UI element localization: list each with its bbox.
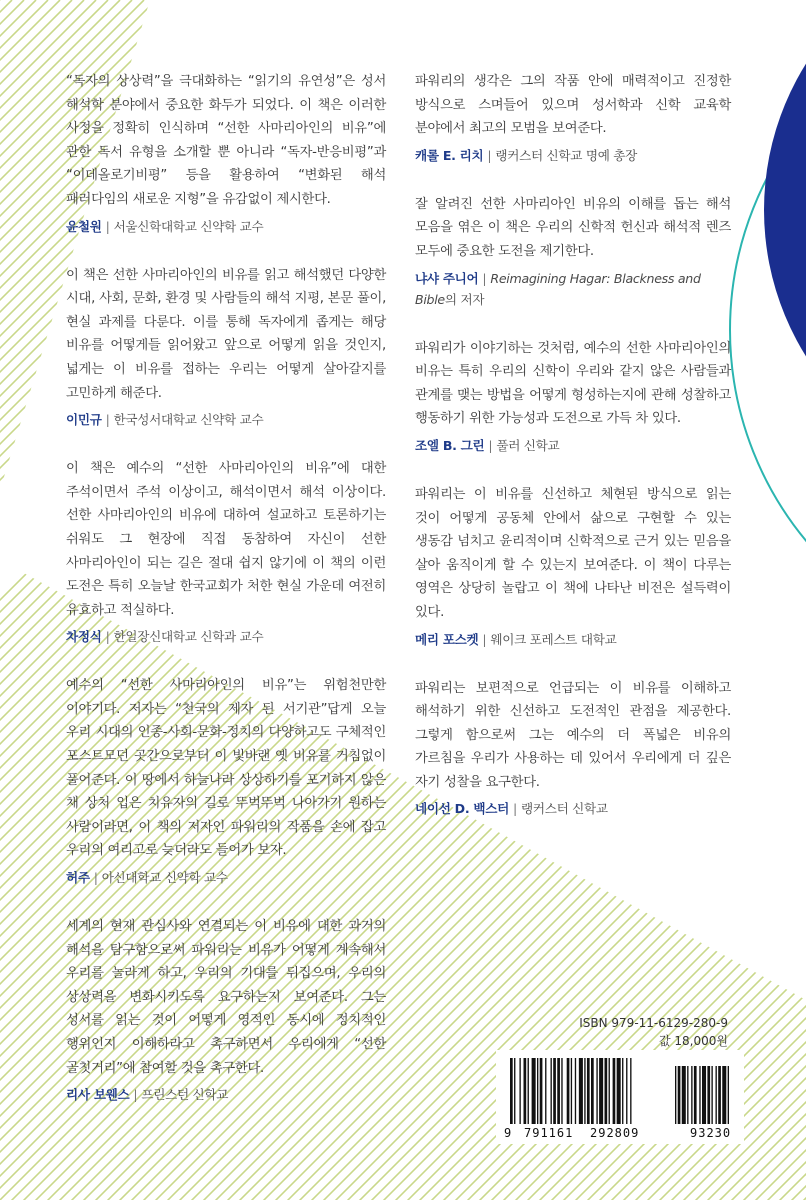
reviewer-name: 메리 포스켓 <box>415 631 479 647</box>
barcode-bar <box>519 1058 520 1124</box>
barcode-addon-bar <box>682 1066 686 1124</box>
barcode-bar <box>571 1058 572 1124</box>
reviewer-affiliation: 한일장신대학교 신학과 교수 <box>113 629 264 645</box>
separator: | <box>513 801 517 817</box>
reviewer-affiliation: 프린스턴 신학교 <box>141 1087 229 1103</box>
barcode-bar <box>609 1058 610 1124</box>
reviewer-affiliation: 풀러 신학교 <box>496 437 560 453</box>
reviewer-name: 캐롤 E. 리치 <box>415 147 484 163</box>
separator: | <box>488 437 493 453</box>
barcode-addon-bar <box>718 1066 721 1124</box>
separator: | <box>482 631 487 647</box>
barcode-digits-left: 791161 <box>524 1126 574 1140</box>
review-block <box>66 264 386 431</box>
reviewer-affiliation: 한국성서대학교 신약학 교수 <box>113 412 264 428</box>
separator: | <box>482 270 487 286</box>
review-attribution <box>66 867 386 888</box>
barcode-addon-bar <box>687 1066 688 1124</box>
review-text: 파워리는 이 비유를 신선하고 체현된 방식으로 읽는 것이 어떻게 공동체 안에서 삶으로 구현할 수 있는 생동감 넘치고 윤리적이며 신학적으로 근거 있는 믿음을 살아 움직이게 할 수 있는지 보여준다. 이 책이 다루는 영역은 상당히 놀랍고 이 책에 나타난 비전은 설득력이 있다. <box>415 486 731 620</box>
separator: | <box>105 412 110 428</box>
review-text: 이 책은 선한 사마리아인의 비유를 읽고 해석했던 다양한 시대, 사회, 문화, 환경 및 사람들의 해석 지평, 본문 풀이, 현실 과제를 다룬다. 이를 통해 독자에게 좁게는 해당 비유를 어떻게들 읽어왔고 앞으로 어떻게 읽을 것인지, 넓게는 이 비유를 접하는 우리는 어떻게 살아갈지를 고민하게 해준다. <box>66 267 386 401</box>
barcode-bar <box>591 1058 594 1124</box>
barcode-bar <box>579 1058 583 1124</box>
barcode-bar <box>557 1058 560 1124</box>
barcode-bar <box>596 1058 597 1124</box>
barcode-bar <box>567 1058 570 1124</box>
reviewer-name: 리사 보웬스 <box>66 1087 130 1103</box>
review-block <box>66 70 386 237</box>
barcode-bar <box>561 1058 562 1124</box>
isbn-number: ISBN 979-11-6129-280-9 <box>579 1016 728 1030</box>
reviewer-name: 윤철원 <box>66 218 102 234</box>
barcode-addon-bar <box>678 1066 681 1124</box>
right-reviews-column <box>415 70 731 846</box>
barcode-bar <box>613 1058 616 1124</box>
review-attribution <box>66 626 386 647</box>
barcode-digit-first: 9 <box>504 1126 512 1140</box>
barcode-addon-bar <box>707 1066 710 1124</box>
review-block <box>415 70 731 166</box>
barcode-digits-right: 292809 <box>590 1126 640 1140</box>
barcode-bar <box>626 1058 627 1124</box>
review-attribution <box>415 268 731 310</box>
separator: | <box>487 147 492 163</box>
reviewer-affiliation: 랭커스터 신학교 <box>520 801 608 817</box>
reviewer-name: 냐샤 주니어 <box>415 270 479 286</box>
reviewer-affiliation: 서울신학대학교 신약학 교수 <box>113 218 264 234</box>
barcode-addon-bar <box>702 1066 706 1124</box>
barcode-bar <box>532 1058 536 1124</box>
reviewer-book-title: Reimagining Hagar: Blackness and Bible <box>415 270 701 307</box>
barcode-bar <box>599 1058 603 1124</box>
barcode-addon-bar <box>691 1066 692 1124</box>
review-attribution <box>415 145 731 166</box>
barcode-bar <box>575 1058 576 1124</box>
reviewer-name: 차정식 <box>66 629 102 645</box>
review-text: 파워리의 생각은 그의 작품 안에 매력적이고 진정한 방식으로 스며들어 있으며 성서학과 신학 교육학 분야에서 최고의 모범을 보여준다. <box>415 74 731 137</box>
review-attribution <box>66 1084 386 1105</box>
reviewer-name: 네이선 D. 백스터 <box>415 801 510 817</box>
reviewer-name: 허주 <box>66 870 90 886</box>
review-text: “독자의 상상력”을 극대화하는 “읽기의 유연성”은 성서 해석학 분야에서 중요한 화두가 되었다. 이 책은 이러한 사정을 정확히 인식하며 “선한 사마리아인의 비유”에 관한 독서 유형을 소개할 뿐 아니라 “독자-반응비평”과 “이데올로기비평” 등을 활용하여 “변화된 해석 패러다임의 새로운 지형”을 유감없이 제시한다. <box>66 74 386 207</box>
reviewer-affiliation: 웨이크 포레스트 대학교 <box>490 631 617 647</box>
reviewer-affiliation-suffix: 의 저자 <box>444 291 485 307</box>
review-text: 세계의 현재 관심사와 연결되는 이 비유에 대한 과거의 해석을 탐구함으로써 파워리는 비유가 어떻게 계속해서 우리를 놀라게 하고, 우리의 기대를 뒤집으며, 우리의 상상력을 변화시키도록 요구하는지 보여준다. 그는 성서를 읽는 것이 어떻게 영적인 동시에 정치적인 행위인지 이해하라고 촉구하면서 우리에게 “선한 골칫거리”에 참여할 것을 촉구한다. <box>66 919 386 1076</box>
separator: | <box>105 629 110 645</box>
review-text: 잘 알려진 선한 사마리아인 비유의 이해를 돕는 해석 모음을 엮은 이 책은 우리의 신학적 헌신과 해석적 렌즈 모두에 중요한 도전을 제기한다. <box>415 196 731 259</box>
barcode <box>496 1050 744 1144</box>
review-text: 이 책은 예수의 “선한 사마리아인의 비유”에 대한 주석이면서 주석 이상이고, 해석이면서 해석 이상이다. 선한 사마리아인의 비유에 대하여 설교하고 토론하기는 쉬워도 그 현장에 직접 동참하여 자신이 선한 사마리아인이 되는 길은 절대 쉽지 않기에 이 책의 이런 도전은 특히 오늘날 한국교회가 처한 현실 가운데 여전히 유효하고 적실하다. <box>66 461 386 618</box>
barcode-addon-bar <box>694 1066 697 1124</box>
navy-circle-shape <box>764 0 806 486</box>
barcode-bar <box>524 1058 527 1124</box>
reviewer-affiliation: 랭커스터 신학교 명예 총장 <box>495 147 638 163</box>
review-block <box>415 337 731 456</box>
reviewer-name: 조엘 B. 그린 <box>415 437 485 453</box>
barcode-bar <box>622 1058 623 1124</box>
review-block <box>415 677 731 820</box>
barcode-bar <box>617 1058 621 1124</box>
barcode-bar <box>537 1058 538 1124</box>
price-label: 값 18,000원 <box>659 1034 728 1048</box>
reviewer-affiliation: 아신대학교 신약학 교수 <box>101 870 228 886</box>
separator: | <box>133 1087 138 1103</box>
barcode-bar <box>514 1058 515 1124</box>
review-attribution <box>415 629 731 650</box>
barcode-digits-addon: 93230 <box>690 1126 732 1140</box>
barcode-bar <box>587 1058 590 1124</box>
isbn-price-block <box>510 1014 728 1050</box>
barcode-bar <box>510 1058 513 1124</box>
review-attribution <box>415 435 731 456</box>
review-block <box>415 193 731 310</box>
review-block <box>415 483 731 650</box>
barcode-bar <box>528 1058 529 1124</box>
barcode-bar <box>553 1058 556 1124</box>
review-text: 파워리는 보편적으로 언급되는 이 비유를 이해하고 해석하기 위한 신선하고 도전적인 관점을 제공한다. 그렇게 함으로써 그는 예수의 더 폭넓은 비유의 가르침을 우리가 사용하는 데 있어서 우리에게 더 깊은 자기 성찰을 요구한다. <box>415 680 731 790</box>
barcode-addon-bar <box>728 1066 729 1124</box>
separator: | <box>93 870 98 886</box>
barcode-bar <box>630 1058 631 1124</box>
left-reviews-column <box>66 70 386 1132</box>
barcode-addon-bar <box>675 1066 676 1124</box>
barcode-bar <box>584 1058 585 1124</box>
review-attribution <box>66 216 386 237</box>
barcode-addon-bar <box>699 1066 700 1124</box>
barcode-addon-bar <box>716 1066 717 1124</box>
review-attribution <box>66 409 386 430</box>
barcode-bar <box>605 1058 608 1124</box>
separator: | <box>105 218 110 234</box>
review-block <box>66 915 386 1105</box>
barcode-addon-bar <box>722 1066 726 1124</box>
review-attribution <box>415 798 731 819</box>
review-text: 파워리가 이야기하는 것처럼, 예수의 선한 사마리아인의 비유는 특히 우리의 신학이 우리와 같지 않은 사람들과 관계를 맺는 방법을 어떻게 형성하는지에 관해 성찰하고 행동하기 위한 가능성과 도전으로 가득 차 있다. <box>415 340 731 427</box>
reviewer-name: 이민규 <box>66 412 102 428</box>
review-text: 예수의 “선한 사마리아인의 비유”는 위험천만한 이야기다. 저자는 “천국의 제자 된 서기관”답게 오늘 우리 시대의 인종-사회-문화-정치의 다양하고도 구체적인 포스트모던 곳간으로부터 이 빛바랜 옛 비유를 거침없이 풀어준다. 이 땅에서 하늘나라 상상하기를 포기하지 않은 채 상처 입은 치유자의 길로 뚜벅뚜벅 나아가기 원하는 사람이라면, 이 책의 저자인 파워리의 작품을 손에 잡고 우리의 여리고로 늦더라도 들어가 보자. <box>66 678 386 859</box>
barcode-bar <box>545 1058 546 1124</box>
barcode-bar <box>540 1058 543 1124</box>
barcode-bar <box>551 1058 552 1124</box>
barcode-bars <box>510 1058 732 1128</box>
review-block <box>66 457 386 647</box>
review-block <box>66 674 386 888</box>
barcode-addon-bar <box>711 1066 712 1124</box>
